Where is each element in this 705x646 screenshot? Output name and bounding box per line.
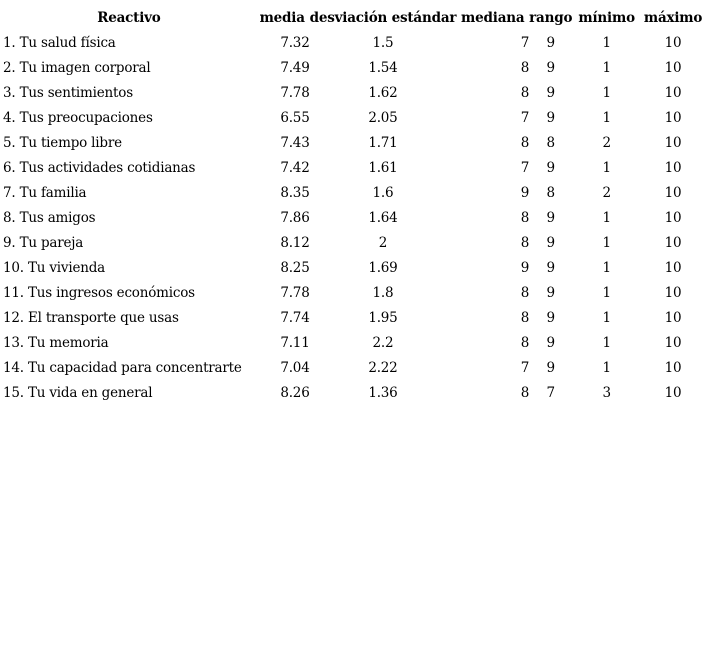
cell-maximo: 10: [664, 34, 682, 51]
cell-desviacion-estandar: 1.36: [368, 384, 398, 401]
cell-mediana: 7: [520, 159, 530, 176]
cell-desviacion-estandar: 2.22: [368, 359, 398, 376]
cell-minimo: 1: [602, 84, 611, 101]
cell-minimo: 1: [602, 234, 611, 251]
cell-rango: 9: [546, 159, 555, 176]
cell-reactivo: 13. Tu memoria: [3, 334, 109, 351]
cell-rango: 9: [546, 259, 555, 276]
cell-media: 8.35: [280, 184, 310, 201]
column-header-reactivo: Reactivo: [97, 9, 161, 26]
cell-maximo: 10: [664, 334, 682, 351]
cell-maximo: 10: [664, 259, 682, 276]
cell-rango: 9: [546, 209, 555, 226]
cell-mediana: 8: [520, 284, 530, 301]
cell-media: 7.74: [280, 309, 310, 326]
table-row: [3, 305, 705, 330]
cell-mediana: 7: [520, 109, 530, 126]
cell-desviacion-estandar: 1.71: [368, 134, 398, 151]
cell-media: 7.49: [280, 59, 310, 76]
cell-desviacion-estandar: 1.5: [372, 34, 394, 51]
cell-desviacion-estandar: 1.8: [372, 284, 394, 301]
column-header-media: media: [259, 9, 305, 26]
cell-media: 7.04: [280, 359, 310, 376]
cell-minimo: 1: [602, 159, 611, 176]
cell-media: 6.55: [280, 109, 310, 126]
cell-maximo: 10: [664, 309, 682, 326]
cell-desviacion-estandar: 1.54: [368, 59, 398, 76]
cell-media: 8.25: [280, 259, 310, 276]
cell-desviacion-estandar: 1.6: [372, 184, 394, 201]
cell-mediana: 8: [520, 309, 530, 326]
cell-rango: 8: [546, 184, 555, 201]
cell-minimo: 2: [602, 184, 611, 201]
cell-reactivo: 1. Tu salud física: [3, 34, 116, 51]
cell-mediana: 8: [520, 84, 530, 101]
cell-media: 7.42: [280, 159, 310, 176]
cell-mediana: 7: [520, 34, 530, 51]
cell-reactivo: 6. Tus actividades cotidianas: [3, 159, 196, 176]
cell-mediana: 8: [520, 334, 530, 351]
cell-reactivo: 15. Tu vida en general: [3, 384, 153, 401]
cell-desviacion-estandar: 1.69: [368, 259, 398, 276]
cell-maximo: 10: [664, 109, 682, 126]
table-row: [3, 55, 705, 80]
column-header-mediana: mediana: [461, 9, 525, 26]
cell-rango: 9: [546, 334, 555, 351]
column-header-rango: rango: [529, 9, 573, 26]
cell-rango: 9: [546, 109, 555, 126]
table-row: [3, 30, 705, 55]
cell-mediana: 8: [520, 209, 530, 226]
cell-media: 7.78: [280, 84, 310, 101]
cell-desviacion-estandar: 1.62: [368, 84, 398, 101]
cell-mediana: 8: [520, 134, 530, 151]
cell-reactivo: 12. El transporte que usas: [3, 309, 179, 326]
cell-maximo: 10: [664, 59, 682, 76]
cell-desviacion-estandar: 2.2: [372, 334, 394, 351]
cell-minimo: 1: [602, 34, 611, 51]
cell-minimo: 1: [602, 284, 611, 301]
table-header-row: [3, 5, 705, 30]
statistics-table: [3, 5, 705, 405]
cell-rango: 9: [546, 59, 555, 76]
cell-reactivo: 10. Tu vivienda: [3, 259, 106, 276]
cell-rango: 7: [546, 384, 555, 401]
cell-mediana: 8: [520, 234, 530, 251]
cell-maximo: 10: [664, 159, 682, 176]
table-row: [3, 105, 705, 130]
cell-rango: 8: [546, 134, 555, 151]
cell-media: 7.86: [280, 209, 310, 226]
column-header-minimo: mínimo: [578, 9, 635, 26]
table-row: [3, 180, 705, 205]
cell-desviacion-estandar: 1.95: [368, 309, 398, 326]
table-row: [3, 355, 705, 380]
cell-media: 8.26: [280, 384, 310, 401]
cell-maximo: 10: [664, 134, 682, 151]
cell-mediana: 8: [520, 59, 530, 76]
cell-rango: 9: [546, 84, 555, 101]
cell-reactivo: 3. Tus sentimientos: [3, 84, 133, 101]
cell-reactivo: 8. Tus amigos: [3, 209, 96, 226]
table-row: [3, 80, 705, 105]
cell-maximo: 10: [664, 84, 682, 101]
table-row: [3, 255, 705, 280]
cell-minimo: 1: [602, 109, 611, 126]
cell-minimo: 1: [602, 209, 611, 226]
cell-maximo: 10: [664, 209, 682, 226]
cell-desviacion-estandar: 1.64: [368, 209, 398, 226]
cell-reactivo: 14. Tu capacidad para concentrarte: [3, 359, 242, 376]
cell-minimo: 1: [602, 359, 611, 376]
cell-maximo: 10: [664, 384, 682, 401]
cell-mediana: 9: [520, 259, 530, 276]
cell-maximo: 10: [664, 184, 682, 201]
cell-minimo: 2: [602, 134, 611, 151]
cell-media: 7.78: [280, 284, 310, 301]
cell-desviacion-estandar: 2.05: [368, 109, 398, 126]
table-row: [3, 230, 705, 255]
table-row: [3, 330, 705, 355]
cell-media: 7.32: [280, 34, 310, 51]
cell-minimo: 1: [602, 259, 611, 276]
cell-media: 7.11: [280, 334, 310, 351]
cell-mediana: 9: [520, 184, 530, 201]
column-header-maximo: máximo: [643, 9, 703, 26]
cell-rango: 9: [546, 284, 555, 301]
cell-maximo: 10: [664, 284, 682, 301]
cell-minimo: 3: [602, 384, 611, 401]
cell-minimo: 1: [602, 334, 611, 351]
cell-minimo: 1: [602, 59, 611, 76]
cell-reactivo: 7. Tu familia: [3, 184, 87, 201]
table-row: [3, 130, 705, 155]
cell-rango: 9: [546, 359, 555, 376]
cell-rango: 9: [546, 309, 555, 326]
cell-reactivo: 4. Tus preocupaciones: [3, 109, 153, 126]
cell-reactivo: 11. Tus ingresos económicos: [3, 284, 195, 301]
cell-media: 8.12: [280, 234, 310, 251]
cell-media: 7.43: [280, 134, 310, 151]
cell-reactivo: 2. Tu imagen corporal: [3, 59, 151, 76]
cell-minimo: 1: [602, 309, 611, 326]
table-row: [3, 155, 705, 180]
table-row: [3, 280, 705, 305]
cell-mediana: 7: [520, 359, 530, 376]
cell-rango: 9: [546, 34, 555, 51]
column-header-desviacion-estandar: desviación estándar: [309, 9, 457, 26]
cell-rango: 9: [546, 234, 555, 251]
cell-desviacion-estandar: 1.61: [368, 159, 398, 176]
table-body: [3, 30, 705, 405]
cell-desviacion-estandar: 2: [378, 234, 388, 251]
table-row: [3, 205, 705, 230]
cell-reactivo: 5. Tu tiempo libre: [3, 134, 122, 151]
cell-maximo: 10: [664, 234, 682, 251]
cell-mediana: 8: [520, 384, 530, 401]
cell-reactivo: 9. Tu pareja: [3, 234, 84, 251]
table-row: [3, 380, 705, 405]
cell-maximo: 10: [664, 359, 682, 376]
